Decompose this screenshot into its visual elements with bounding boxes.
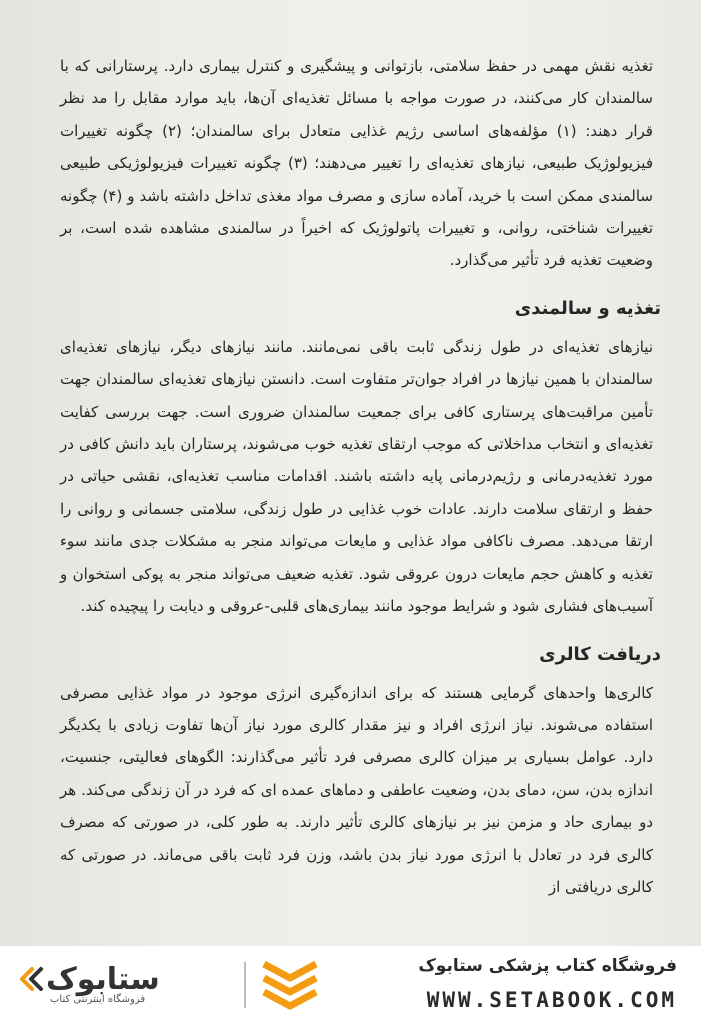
shop-name: فروشگاه کتاب پزشکی ستابوک	[418, 956, 677, 976]
section-heading-calorie-intake: دریافت کالری	[539, 643, 661, 665]
footer-divider	[244, 962, 246, 1008]
book-chevron-icon	[258, 956, 322, 1014]
shop-url[interactable]: WWW.SETABOOK.COM	[426, 988, 677, 1012]
logo-tagline: فروشگاه اینترنتی کتاب	[50, 994, 146, 1005]
calorie-intake-paragraph: کالری‌ها واحدهای گرمایی هستند که برای اندازه‌گیری انرژی موجود در مواد غذایی مصرفی استفاده می‌شوند. نیاز انرژی افراد و نیز مقدار کالری مورد نیاز آن‌ها تفاوت زیادی با یکدیگر دارد. عوامل بسیاری بر میزان کالری مصرفی فرد تأثیر می‌گذارند: الگوهای فعالیتی، جنسیت، اندازه بدن، سن، دمای بدن، وضعیت عاطفی و دماهای عمده ای که فرد در آن زندگی می‌کند. هر دو بیماری حاد و مزمن نیز بر نیازهای کالری تأثیر دارند. به طور کلی، در صورتی که مصرف کالری فرد در تعادل با انرژی مورد نیاز بدن باشد، وزن فرد ثابت باقی می‌ماند. در صورتی که کالری دریافتی از	[60, 683, 653, 896]
page-content	[60, 50, 661, 903]
logo-wordmark: ستابوک	[46, 962, 160, 997]
store-footer-banner	[0, 946, 701, 1024]
nutrition-aging-paragraph: نیازهای تغذیه‌ای در طول زندگی ثابت باقی نمی‌مانند. مانند نیازهای دیگر، نیازهای تغذیه‌ای سالمندان با همین نیازها در افراد جوان‌تر متفاوت است. دانستن نیازهای تغذیه‌ای سالمندان جهت تأمین مراقبت‌های پرستاری کافی برای جمعیت سالمندان ضروری است. جهت بررسی کفایت تغذیه‌ای و انتخاب مداخلاتی که موجب ارتقای تغذیه خوب می‌شوند، پرستاران باید دانش کافی در مورد تغذیه‌درمانی و رژیم‌درمانی پایه داشته باشند. اقدامات مناسب تغذیه‌ای، نقشی حیاتی در حفظ و ارتقای سلامت دارند. عادات خوب غذایی در طول زندگی، سلامتی جسمانی و روانی را ارتقا می‌دهد. مصرف ناکافی مواد غذایی و مایعات می‌تواند منجر به مشکلات جدی مانند سوء تغذیه و کاهش حجم مایعات درون عروقی شود. تغذیه ضعیف می‌تواند منجر به پوکی استخوان و آسیب‌های فشاری شود و شرایط موجود مانند بیماری‌های قلبی-عروقی و دیابت را پیچیده کند.	[60, 337, 653, 616]
store-logo	[18, 960, 228, 1012]
section-heading-nutrition-aging: تغذیه و سالمندی	[514, 297, 661, 319]
intro-paragraph: تغذیه نقش مهمی در حفظ سلامتی، بازتوانی و پیشگیری و کنترل بیماری دارد. پرستارانی که با سالمندان کار می‌کنند، در صورت مواجه با مسائل تغذیه‌ای آن‌ها، باید موارد مقابل را مد نظر قرار دهند: (۱) مؤلفه‌های اساسی رژیم غذایی متعادل برای سالمندان؛ (۲) چگونه تغییرات فیزیولوژیک طبیعی، نیازهای تغذیه‌ای را تغییر می‌دهند؛ (۳) چگونه تغییرات فیزیولوژیکی طبیعی سالمندی ممکن است با خرید، آماده سازی و مصرف مواد مغذی تداخل داشته باشد و (۴) چگونه تغییرات شناختی، روانی، و تغییرات پاتولوژیک که اخیراً در سالمندی مشاهده شده است، بر وضعیت تغذیه فرد تأثیر می‌گذارد.	[60, 57, 653, 270]
double-chevron-icon	[18, 966, 44, 992]
